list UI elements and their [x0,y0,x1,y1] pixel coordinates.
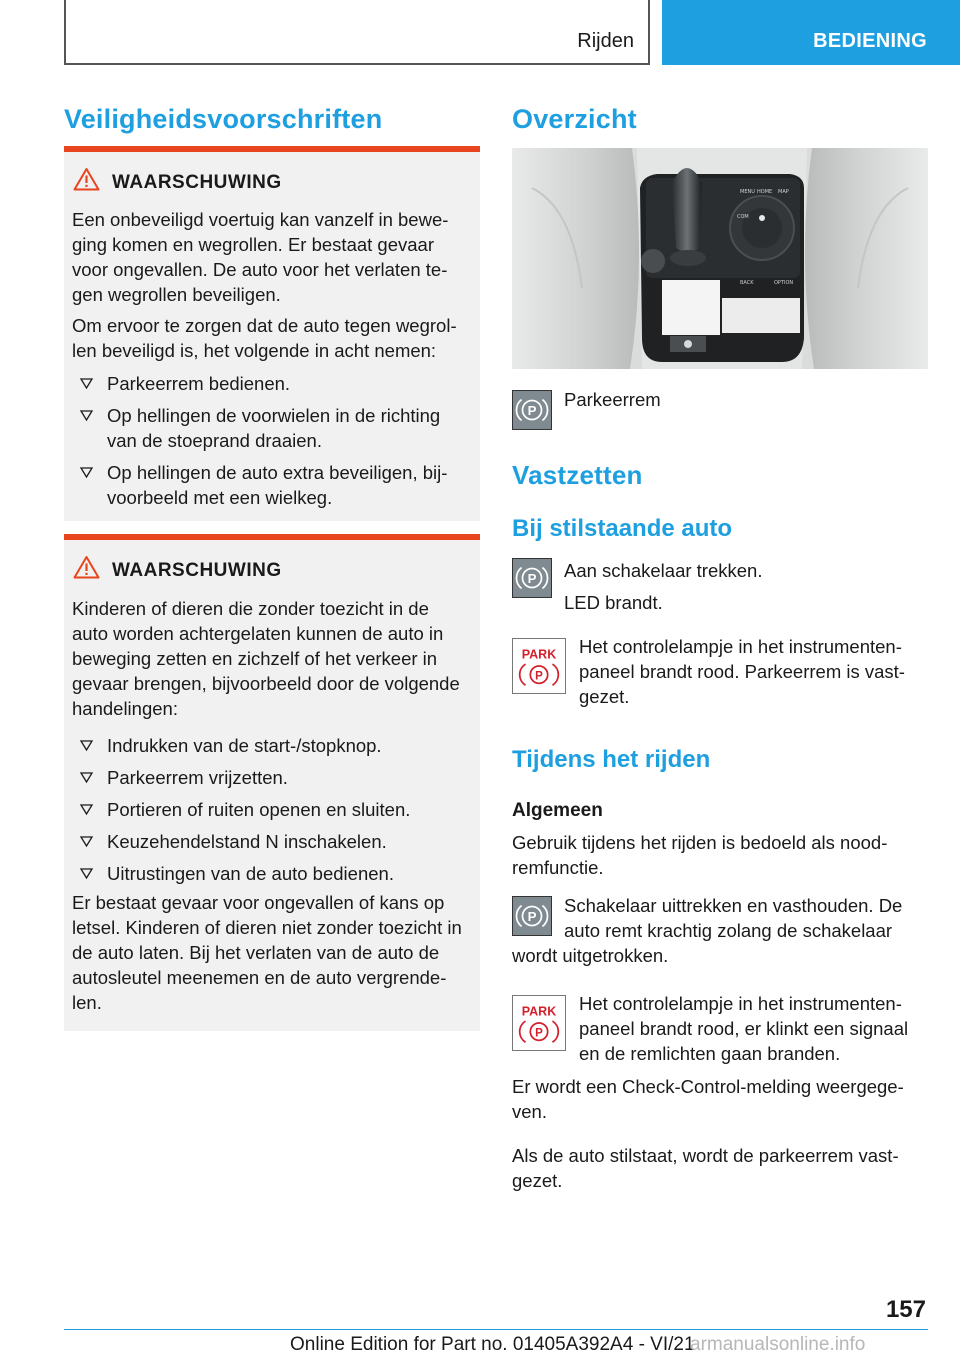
chapter-title: BEDIENING [813,30,927,52]
text-line: paneel brandt rood, er klinkt een signaal [579,1018,909,1039]
indicator-text-1 [579,634,928,709]
section-title: Rijden [577,30,634,52]
bullet-text: Portieren of ruiten openen en sluiten. [107,799,411,820]
standstill-text [512,1143,928,1193]
warning-triangle-icon [73,555,100,579]
text-line: len beveiligd is, het volgende in acht nemen: [72,340,437,361]
park-indicator-word: PARK [521,1004,557,1019]
warning-box-1 [64,146,480,521]
text-line: Aan schakelaar trekken. [564,560,763,581]
warning-triangle-icon [73,167,100,191]
general-title: Algemeen [512,800,603,821]
bullet-text: Parkeerrem vrijzetten. [107,767,288,788]
text-line: en de remlichten gaan branden. [579,1043,841,1064]
text-line: gezet. [579,686,630,707]
stationary-steps [564,555,762,619]
text-line: gevaar brengen, bijvoorbeeld door de volgende [72,673,460,694]
parking-brake-letter: P [527,402,537,418]
bullet-text: Op hellingen de voorwielen in de richting [107,405,441,426]
edition-note: Online Edition for Part no. 01405A392A4 - VI/21 [290,1334,695,1355]
park-indicator-word: PARK [521,647,557,662]
text-line: Er wordt een Check-Control-melding weergege- [512,1076,904,1097]
text-line: ging komen en wegrollen. Er bestaat gevaar [72,234,434,255]
pull-text-a [564,893,928,943]
parking-brake-letter: P [527,908,537,924]
console-label: MENU [740,189,755,195]
text-line: beweging zetten en zichzelf of het verkeer in [72,648,438,669]
text-line: auto worden achtergelaten kunnen de auto in [72,623,444,644]
console-label: HOME [757,189,773,195]
park-indicator-icon [512,638,566,694]
console-label: COM [737,214,749,220]
text-line: Als de auto stilstaat, wordt de parkeerrem vast- [512,1145,899,1166]
warning-label: WAARSCHUWING [112,172,282,193]
parking-brake-letter: P [527,570,537,586]
text-line: ven. [512,1101,547,1122]
warning-text [72,207,476,307]
text-line: auto remt krachtig zolang de schakelaar [564,920,893,941]
overview-title: Overzicht [512,104,637,134]
header-section-box [64,0,650,65]
footer-divider [64,1329,928,1330]
set-title: Vastzetten [512,460,643,490]
text-line: gezet. [512,1170,563,1191]
bullet-triangle-icon [80,733,94,758]
safety-title: Veiligheidsvoorschriften [64,104,383,134]
bullet-triangle-icon [80,403,94,428]
warning-label: WAARSCHUWING [112,560,282,581]
text-line: LED brandt. [564,592,663,613]
text-line: Het controlelampje in het instrumenten- [579,993,902,1014]
park-indicator-icon [512,995,566,1051]
general-text [512,830,928,880]
text-line: gen wegrollen beveiligen. [72,284,281,305]
bullet-triangle-icon [80,765,94,790]
page-number: 157 [885,1296,926,1323]
warning-intro [72,313,476,363]
parking-brake-icon [512,558,552,598]
text-line: autosleutel meenemen en de auto vergrende- [72,967,447,988]
warning-outro [72,890,478,1015]
text-line: Schakelaar uittrekken en vasthouden. De [564,895,903,916]
park-indicator-letter: P [535,1027,543,1040]
text-line: Een onbeveiligd voertuig kan vanzelf in bewe- [72,209,449,230]
bullet-text: van de stoeprand draaien. [107,430,322,451]
console-label: BACK [740,280,754,286]
text-line: len. [72,992,102,1013]
pull-text-b: wordt uitgetrokken. [512,945,669,966]
bullet-text: Parkeerrem bedienen. [107,373,291,394]
text-line: Gebruik tijdens het rijden is bedoeld als nood- [512,832,888,853]
text-line: Om ervoor te zorgen dat de auto tegen wegrol- [72,315,457,336]
text-line: remfunctie. [512,857,604,878]
bullet-text: Indrukken van de start-/stopknop. [107,735,382,756]
bullet-triangle-icon [80,861,94,886]
text-line: voor ongevallen. De auto voor het verlaten te- [72,259,448,280]
bullet-triangle-icon [80,797,94,822]
console-label: OPTION [774,280,794,286]
bullet-text: Uitrustingen van de auto bedienen. [107,863,394,884]
photo-caption: Parkeerrem [564,389,661,410]
bullet-text: voorbeeld met een wielkeg. [107,487,333,508]
console-label: MAP [778,189,789,195]
bullet-triangle-icon [80,829,94,854]
text-line: paneel brandt rood. Parkeerrem is vast- [579,661,905,682]
stationary-title: Bij stilstaande auto [512,515,733,542]
watermark: armanualsonline.info [690,1334,866,1355]
parking-brake-icon [512,390,552,430]
bullet-triangle-icon [80,371,94,396]
text-line: Kinderen of dieren die zonder toezicht in de [72,598,429,619]
text-line: handelingen: [72,698,178,719]
text-line: letsel. Kinderen of dieren niet zonder toezicht in [72,917,462,938]
header-chapter-box [662,0,960,65]
check-control-text [512,1074,928,1124]
driving-title: Tijdens het rijden [512,746,711,773]
warning-box-2 [64,534,480,1031]
bullet-triangle-icon [80,460,94,485]
park-indicator-letter: P [535,670,543,683]
text-line: de auto laten. Bij het verlaten van de auto de [72,942,440,963]
bullet-text: Op hellingen de auto extra beveiligen, bij- [107,462,448,483]
bullet-text: Keuzehendelstand N inschakelen. [107,831,387,852]
center-console-photo [512,148,928,369]
warning-text [72,596,476,721]
text-line: Het controlelampje in het instrumenten- [579,636,902,657]
indicator-text-2 [579,991,928,1066]
parking-brake-icon [512,896,552,936]
text-line: Er bestaat gevaar voor ongevallen of kans op [72,892,445,913]
